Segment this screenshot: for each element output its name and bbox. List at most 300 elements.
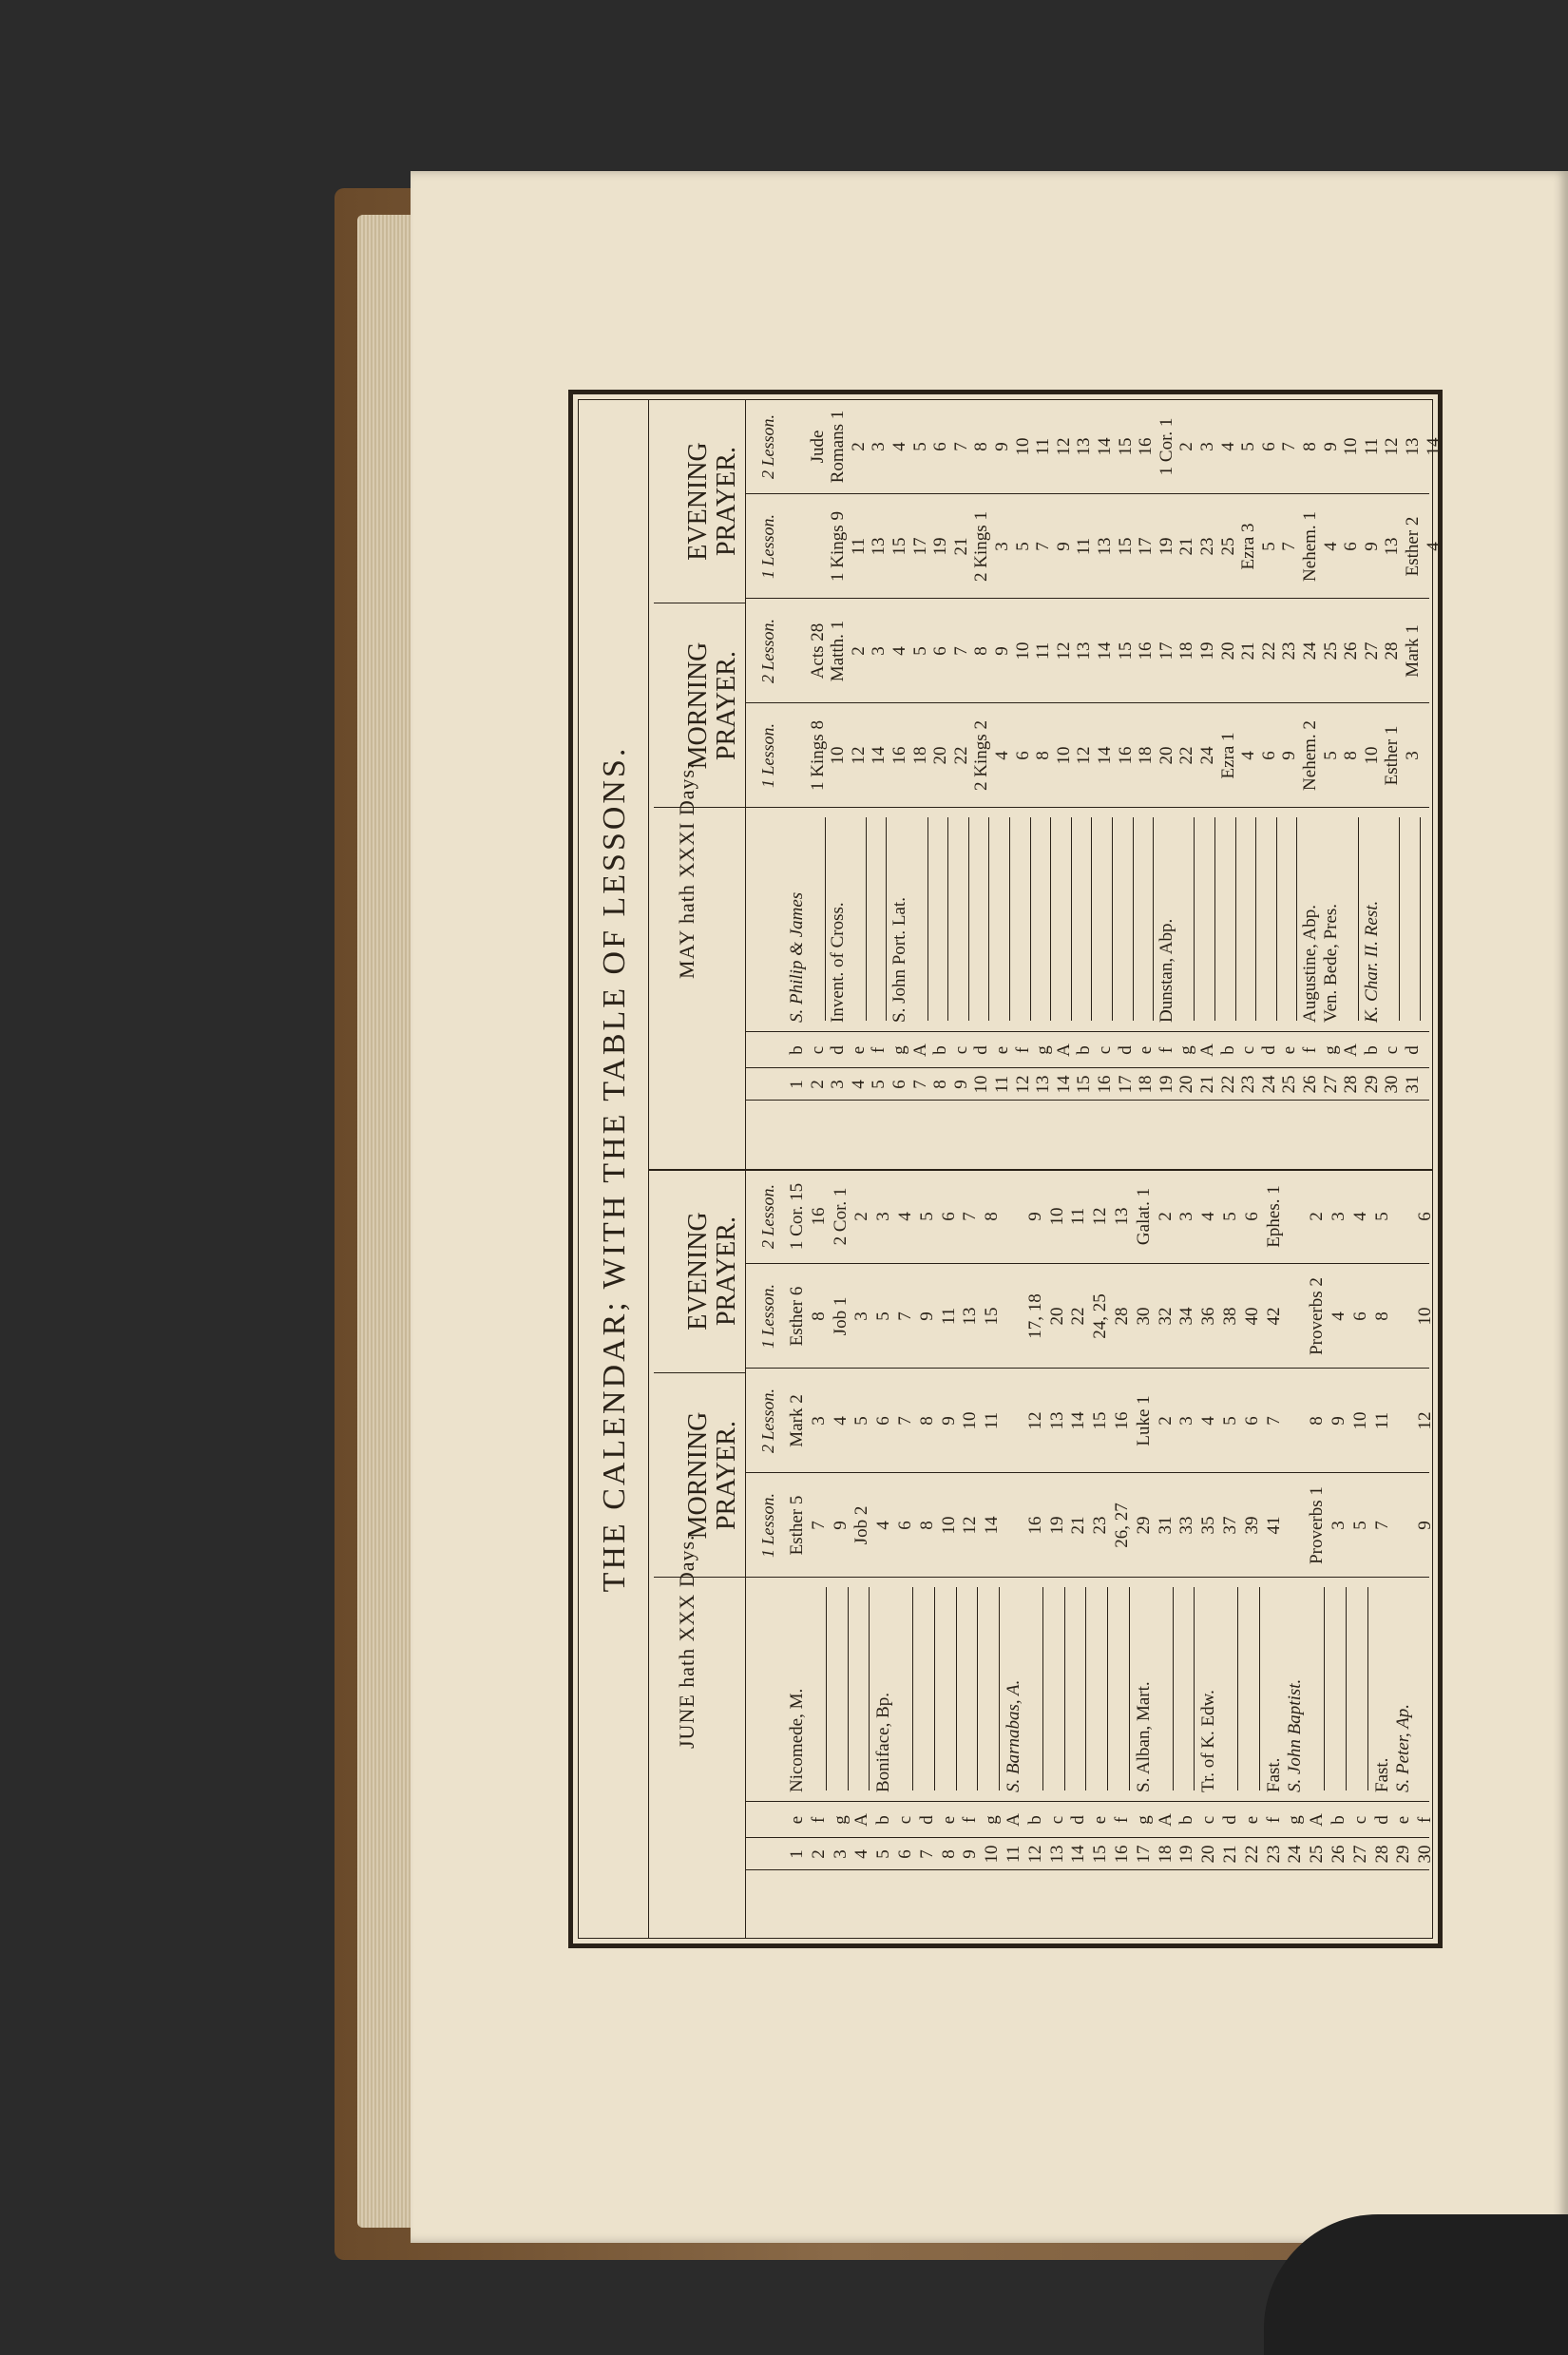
dominical-letter: b: [1074, 1045, 1095, 1055]
morning-second-lesson: Luke 1: [1133, 1395, 1154, 1446]
dominical-letter: e: [992, 1045, 1012, 1055]
evening-second-lesson: 3: [1176, 1212, 1197, 1221]
evening-first-lesson: 21: [1176, 537, 1197, 556]
day-number: 12: [1012, 1075, 1033, 1094]
day-number: 5: [873, 1849, 894, 1859]
morning-second-lesson: 9: [992, 646, 1012, 656]
blank-rule: [977, 1587, 978, 1790]
blank-rule: [866, 817, 867, 1021]
evening-second-lesson: Galat. 1: [1133, 1187, 1154, 1246]
day-number: 30: [1382, 1075, 1403, 1094]
evening-first-lesson: 40: [1241, 1307, 1262, 1326]
morning-first-lesson: 16: [1115, 746, 1136, 765]
dominical-letter: b: [1361, 1045, 1382, 1055]
dominical-letter: e: [787, 1815, 807, 1825]
morning-first-lesson: 19: [1046, 1516, 1067, 1535]
saint-day-name: Boniface, Bp.: [873, 1692, 894, 1792]
saint-day-name: Augustine, Abp.: [1300, 904, 1320, 1023]
dominical-letter: f: [1300, 1046, 1320, 1054]
evening-first-lesson: 17: [1136, 537, 1157, 556]
blank-rule: [1042, 1587, 1043, 1790]
blank-rule: [1173, 1587, 1174, 1790]
dominical-letter: f: [1112, 1816, 1132, 1824]
day-number: 27: [1349, 1845, 1370, 1864]
day-number: 8: [930, 1080, 951, 1089]
evening-first-lesson: 11: [938, 1307, 959, 1326]
evening-first-lesson: 4: [1320, 542, 1341, 551]
morning-first-lesson: 3: [1329, 1521, 1348, 1530]
dominical-letter: b: [930, 1045, 951, 1055]
saint-day-name: Fast.: [1371, 1757, 1392, 1792]
dominical-letter: e: [938, 1815, 959, 1825]
evening-second-lesson: 9: [1024, 1212, 1045, 1221]
morning-second-lesson: 8: [971, 646, 992, 656]
evening-first-lesson: Proverbs 2: [1307, 1277, 1328, 1355]
day-number: 25: [1279, 1075, 1300, 1094]
saint-day-name: Invent. of Cross.: [828, 902, 849, 1023]
morning-first-lesson: 12: [848, 746, 869, 765]
evening-first-lesson: 13: [960, 1307, 981, 1326]
dominical-letter: A: [1341, 1043, 1362, 1057]
evening-second-lesson: 2: [851, 1212, 872, 1221]
morning-second-lesson: 19: [1197, 641, 1217, 661]
evening-second-lesson: 4: [895, 1212, 915, 1221]
morning-second-lesson: 12: [1024, 1411, 1045, 1430]
day-number: 30: [1415, 1845, 1436, 1864]
dominical-letter: c: [1198, 1815, 1219, 1825]
dominical-letter: f: [960, 1816, 981, 1824]
morning-first-lesson: 23: [1090, 1516, 1111, 1535]
day-number: 18: [1136, 1075, 1157, 1094]
morning-second-lesson: 6: [930, 646, 951, 656]
morning-first-lesson: Esther 5: [787, 1495, 807, 1556]
evening-second-lesson: 8: [1300, 442, 1320, 451]
dominical-letter: f: [808, 1816, 829, 1824]
evening-first-lesson: 5: [1258, 542, 1279, 551]
day-number: 7: [909, 1080, 930, 1089]
dominical-letter: b: [1176, 1815, 1197, 1825]
may-section: [654, 399, 1444, 1169]
morning-first-lesson: 12: [1074, 746, 1095, 765]
morning-second-lesson: 7: [950, 646, 971, 656]
blank-rule: [1296, 817, 1297, 1021]
dominical-letter: b: [1217, 1045, 1238, 1055]
morning-first-lesson: 41: [1263, 1516, 1284, 1535]
dominical-letter: f: [1415, 1816, 1436, 1824]
dominical-letter: e: [1393, 1815, 1414, 1825]
day-number: 11: [992, 1075, 1012, 1094]
morning-first-lesson: 6: [1258, 751, 1279, 760]
morning-second-lesson: 5: [909, 646, 930, 656]
evening-second-lesson: 2: [1176, 442, 1197, 451]
day-number: 19: [1156, 1075, 1176, 1094]
morning-second-lesson: 24: [1300, 641, 1320, 661]
day-number: 5: [869, 1080, 889, 1089]
morning-prayer-heading: MORNING PRAYER.: [683, 641, 741, 770]
morning-first-lesson: 1 Kings 8: [807, 720, 828, 791]
evening-second-lesson: 9: [1320, 442, 1341, 451]
blank-rule: [826, 1587, 827, 1790]
day-number: 15: [1090, 1845, 1111, 1864]
morning-second-lesson: 18: [1176, 641, 1197, 661]
dominical-letter: d: [1068, 1815, 1089, 1825]
morning-first-lesson: 6: [895, 1521, 915, 1530]
dominical-letter: b: [1329, 1815, 1348, 1825]
evening-first-lesson: 19: [1156, 537, 1176, 556]
day-number: 29: [1393, 1845, 1414, 1864]
morning-first-lesson: 5: [1320, 751, 1341, 760]
dominical-letter: g: [889, 1045, 909, 1055]
morning-first-lesson: 8: [1341, 751, 1362, 760]
evening-first-lesson: 15: [889, 537, 909, 556]
morning-second-lesson: 17: [1156, 641, 1176, 661]
blank-rule: [1064, 1587, 1065, 1790]
evening-first-lesson: 13: [1382, 537, 1403, 556]
month-label: MAY hath XXXI Days.: [675, 762, 698, 979]
morning-first-lesson: 10: [938, 1516, 959, 1535]
evening-first-lesson: 8: [808, 1312, 829, 1321]
dominical-letter: e: [1136, 1045, 1157, 1055]
evening-first-lesson: 6: [1349, 1312, 1370, 1321]
blank-rule: [1259, 1587, 1260, 1790]
blank-rule: [934, 1587, 935, 1790]
dominical-letter: c: [895, 1815, 915, 1825]
day-number: 10: [971, 1075, 992, 1094]
saint-day-name: Tr. of K. Edw.: [1198, 1690, 1219, 1792]
evening-second-lesson: Romans 1: [828, 410, 849, 484]
evening-second-lesson: 3: [873, 1212, 894, 1221]
evening-first-lesson: 15: [982, 1307, 1003, 1326]
day-number: 23: [1238, 1075, 1259, 1094]
evening-second-lesson: 1 Cor. 15: [787, 1182, 807, 1251]
blank-rule: [1050, 817, 1051, 1021]
day-number: 21: [1197, 1075, 1217, 1094]
blank-rule: [1112, 817, 1113, 1021]
evening-first-lesson: 7: [895, 1312, 915, 1321]
evening-first-lesson: 30: [1133, 1307, 1154, 1326]
dominical-letter: g: [1320, 1045, 1341, 1055]
morning-first-lesson: 8: [916, 1521, 937, 1530]
day-number: 23: [1263, 1845, 1284, 1864]
evening-second-lesson: 16: [1136, 437, 1157, 456]
evening-first-lesson: 3: [992, 542, 1012, 551]
morning-first-lesson: 18: [1136, 746, 1157, 765]
evening-second-lesson: 4: [1349, 1212, 1370, 1221]
day-number: 16: [1112, 1845, 1132, 1864]
blank-rule: [1194, 817, 1195, 1021]
morning-first-lesson: 10: [828, 746, 849, 765]
dominical-letter: f: [1156, 1046, 1176, 1054]
evening-second-lesson: 14: [1423, 437, 1444, 456]
morning-first-lesson: 14: [869, 746, 889, 765]
evening-first-lesson: 25: [1217, 537, 1238, 556]
evening-second-lesson: 11: [1068, 1207, 1089, 1226]
dominical-letter: c: [1095, 1045, 1115, 1055]
day-number: 24: [1285, 1845, 1306, 1864]
morning-second-lesson: 9: [938, 1416, 959, 1426]
month-divider: [648, 1169, 1433, 1171]
lesson-subheading: 2 Lesson.: [758, 1184, 777, 1250]
evening-first-lesson: 22: [1068, 1307, 1089, 1326]
day-number: 31: [1403, 1075, 1423, 1094]
calendar-rotated: [568, 390, 1443, 1948]
dominical-letter: A: [1053, 1043, 1074, 1057]
blank-rule: [1214, 817, 1215, 1021]
evening-second-lesson: 4: [1198, 1212, 1219, 1221]
evening-second-lesson: 4: [889, 442, 909, 451]
saint-day-name: K. Char. II. Rest.: [1361, 900, 1382, 1023]
dominical-letter: c: [950, 1045, 971, 1055]
evening-second-lesson: 4: [1217, 442, 1238, 451]
evening-first-lesson: 15: [1115, 537, 1136, 556]
evening-second-lesson: 7: [950, 442, 971, 451]
evening-second-lesson: 6: [1258, 442, 1279, 451]
evening-second-lesson: Jude: [807, 430, 828, 464]
morning-first-lesson: 35: [1198, 1516, 1219, 1535]
day-number: 1: [787, 1080, 807, 1089]
evening-first-lesson: 2 Kings 1: [971, 511, 992, 582]
evening-second-lesson: 5: [1371, 1212, 1392, 1221]
evening-second-lesson: 6: [938, 1212, 959, 1221]
day-number: 17: [1133, 1845, 1154, 1864]
morning-prayer-heading: MORNING PRAYER.: [683, 1411, 741, 1540]
morning-second-lesson: Mark 1: [1403, 624, 1423, 678]
morning-second-lesson: 3: [1176, 1416, 1197, 1426]
morning-second-lesson: 6: [873, 1416, 894, 1426]
morning-first-lesson: 9: [1415, 1521, 1436, 1530]
dominical-letter: c: [1349, 1815, 1370, 1825]
morning-first-lesson: 39: [1241, 1516, 1262, 1535]
morning-second-lesson: 27: [1361, 641, 1382, 661]
morning-first-lesson: 26, 27: [1112, 1503, 1132, 1548]
morning-second-lesson: 4: [830, 1416, 851, 1426]
morning-first-lesson: 14: [982, 1516, 1003, 1535]
blank-rule: [1091, 817, 1092, 1021]
morning-first-lesson: Ezra 1: [1217, 732, 1238, 779]
dominical-letter: c: [1046, 1815, 1067, 1825]
evening-second-lesson: 2 Cor. 1: [830, 1187, 851, 1246]
morning-first-lesson: 24: [1197, 746, 1217, 765]
blank-rule: [1133, 817, 1134, 1021]
evening-first-lesson: 10: [1415, 1307, 1436, 1326]
evening-second-lesson: 3: [1329, 1212, 1348, 1221]
blank-rule: [927, 817, 928, 1021]
day-number: 14: [1068, 1845, 1089, 1864]
morning-first-lesson: 22: [1176, 746, 1197, 765]
morning-first-lesson: 18: [909, 746, 930, 765]
evening-first-lesson: 28: [1112, 1307, 1132, 1326]
blank-rule: [1107, 1587, 1108, 1790]
day-number: 26: [1329, 1845, 1348, 1864]
dominical-letter: c: [807, 1045, 828, 1055]
evening-first-lesson: 11: [848, 537, 869, 556]
morning-second-lesson: 10: [960, 1411, 981, 1430]
dominical-letter: A: [909, 1043, 930, 1057]
morning-first-lesson: 21: [1068, 1516, 1089, 1535]
lesson-subheading: 1 Lesson.: [758, 723, 777, 789]
evening-first-lesson: 13: [1095, 537, 1115, 556]
morning-second-lesson: 14: [1068, 1411, 1089, 1430]
dominical-letter: g: [982, 1815, 1003, 1825]
blank-rule: [947, 817, 948, 1021]
evening-prayer-heading: EVENING PRAYER.: [683, 442, 741, 561]
morning-first-lesson: Job 2: [851, 1505, 872, 1545]
blank-rule: [1085, 1587, 1086, 1790]
blank-rule: [912, 1587, 913, 1790]
evening-second-lesson: 5: [1238, 442, 1259, 451]
day-number: 9: [950, 1080, 971, 1089]
evening-first-lesson: 5: [873, 1312, 894, 1321]
evening-second-lesson: 10: [1012, 437, 1033, 456]
day-number: 17: [1115, 1075, 1136, 1094]
morning-second-lesson: Matth. 1: [828, 620, 849, 682]
morning-first-lesson: 20: [930, 746, 951, 765]
evening-first-lesson: 42: [1263, 1307, 1284, 1326]
morning-second-lesson: 13: [1074, 641, 1095, 661]
morning-first-lesson: 12: [960, 1516, 981, 1535]
dominical-letter: f: [869, 1046, 889, 1054]
evening-second-lesson: 5: [909, 442, 930, 451]
blank-rule: [1129, 1587, 1130, 1790]
blank-rule: [1420, 817, 1421, 1021]
morning-second-lesson: 10: [1012, 641, 1033, 661]
evening-second-lesson: 6: [1241, 1212, 1262, 1221]
blank-rule: [848, 1587, 849, 1790]
blank-rule: [968, 817, 969, 1021]
day-number: 26: [1300, 1075, 1320, 1094]
header-bottom-rule: [745, 1169, 746, 1939]
day-number: 22: [1217, 1075, 1238, 1094]
evening-second-lesson: 14: [1095, 437, 1115, 456]
day-number: 28: [1371, 1845, 1392, 1864]
evening-second-lesson: Ephes. 1: [1263, 1185, 1284, 1248]
day-number: 10: [982, 1845, 1003, 1864]
evening-second-lesson: 13: [1403, 437, 1423, 456]
morning-second-lesson: 2: [848, 646, 869, 656]
day-number: 7: [916, 1849, 937, 1859]
morning-first-lesson: 33: [1176, 1516, 1197, 1535]
header-bottom-rule: [745, 399, 746, 1169]
evening-second-lesson: 13: [1112, 1207, 1132, 1226]
blank-rule: [1346, 1587, 1347, 1790]
day-number: 12: [1024, 1845, 1045, 1864]
morning-second-lesson: 11: [1371, 1411, 1392, 1430]
evening-second-lesson: 11: [1033, 437, 1054, 456]
day-number: 2: [808, 1849, 829, 1859]
day-number: 3: [830, 1849, 851, 1859]
morning-first-lesson: 4: [992, 751, 1012, 760]
saint-day-name: Ven. Bede, Pres.: [1320, 903, 1341, 1023]
month-label: JUNE hath XXX Days.: [675, 1534, 698, 1749]
evening-second-lesson: 11: [1361, 437, 1382, 456]
day-number: 4: [848, 1080, 869, 1089]
morning-second-lesson: 12: [1415, 1411, 1436, 1430]
blank-rule: [999, 1587, 1000, 1790]
evening-second-lesson: 9: [992, 442, 1012, 451]
day-number: 25: [1307, 1845, 1328, 1864]
day-number: 13: [1033, 1075, 1054, 1094]
evening-first-lesson: 20: [1046, 1307, 1067, 1326]
morning-second-lesson: 8: [1307, 1416, 1328, 1426]
evening-second-lesson: 2: [1307, 1212, 1328, 1221]
evening-first-lesson: Job 1: [830, 1296, 851, 1336]
morning-first-lesson: 9: [830, 1521, 851, 1530]
day-number: 6: [889, 1080, 909, 1089]
evening-first-lesson: 17, 18: [1024, 1293, 1045, 1339]
evening-first-lesson: 6: [1341, 542, 1362, 551]
day-number: 13: [1046, 1845, 1067, 1864]
morning-first-lesson: 4: [1238, 751, 1259, 760]
morning-second-lesson: 25: [1320, 641, 1341, 661]
morning-first-lesson: 22: [950, 746, 971, 765]
day-number: 21: [1220, 1845, 1240, 1864]
morning-first-lesson: 16: [889, 746, 909, 765]
saint-day-name: Fast.: [1263, 1757, 1284, 1792]
evening-second-lesson: 3: [869, 442, 889, 451]
dominical-letter: b: [873, 1815, 894, 1825]
evening-second-lesson: 7: [960, 1212, 981, 1221]
morning-first-lesson: 10: [1361, 746, 1382, 765]
morning-first-lesson: 14: [1095, 746, 1115, 765]
dominical-letter: d: [916, 1815, 937, 1825]
blank-rule: [869, 1587, 870, 1790]
blank-rule: [1441, 817, 1442, 1021]
morning-second-lesson: Mark 2: [787, 1394, 807, 1447]
evening-first-lesson: 32: [1155, 1307, 1176, 1326]
day-number: 22: [1241, 1845, 1262, 1864]
morning-second-lesson: 3: [869, 646, 889, 656]
dominical-letter: e: [1279, 1045, 1300, 1055]
dominical-letter: c: [1238, 1045, 1259, 1055]
blank-rule: [1030, 817, 1031, 1021]
evening-second-lesson: 3: [1197, 442, 1217, 451]
evening-first-lesson: 23: [1197, 537, 1217, 556]
day-number: 1: [787, 1849, 807, 1859]
evening-first-lesson: 17: [909, 537, 930, 556]
morning-first-lesson: 31: [1155, 1516, 1176, 1535]
blank-rule: [956, 1587, 957, 1790]
morning-second-lesson: 7: [895, 1416, 915, 1426]
lesson-subheading: 1 Lesson.: [758, 1493, 777, 1559]
dominical-letter: g: [1033, 1045, 1054, 1055]
morning-second-lesson: 13: [1046, 1411, 1067, 1430]
saint-day-name: Dunstan, Abp.: [1156, 918, 1176, 1023]
blank-rule: [1399, 817, 1400, 1021]
evening-first-lesson: 34: [1176, 1307, 1197, 1326]
blank-rule: [988, 817, 989, 1021]
evening-second-lesson: 16: [808, 1207, 829, 1226]
dominical-letter: c: [1382, 1045, 1403, 1055]
day-number: 24: [1258, 1075, 1279, 1094]
morning-first-lesson: 4: [873, 1521, 894, 1530]
dominical-letter: g: [1285, 1815, 1306, 1825]
evening-first-lesson: 9: [1361, 542, 1382, 551]
morning-first-lesson: 6: [1012, 751, 1033, 760]
dominical-letter: b: [787, 1045, 807, 1055]
day-number: 8: [938, 1849, 959, 1859]
evening-first-lesson: 9: [916, 1312, 937, 1321]
morning-first-lesson: 7: [1371, 1521, 1392, 1530]
evening-second-lesson: 2: [848, 442, 869, 451]
evening-second-lesson: 6: [1415, 1212, 1436, 1221]
morning-first-lesson: Esther 1: [1382, 725, 1403, 786]
evening-first-lesson: 13: [869, 537, 889, 556]
blank-rule: [1237, 1587, 1238, 1790]
evening-first-lesson: 1 Kings 9: [828, 511, 849, 582]
saint-day-name: S. Philip & James: [787, 891, 807, 1023]
day-number: 6: [895, 1849, 915, 1859]
evening-second-lesson: 15: [1115, 437, 1136, 456]
